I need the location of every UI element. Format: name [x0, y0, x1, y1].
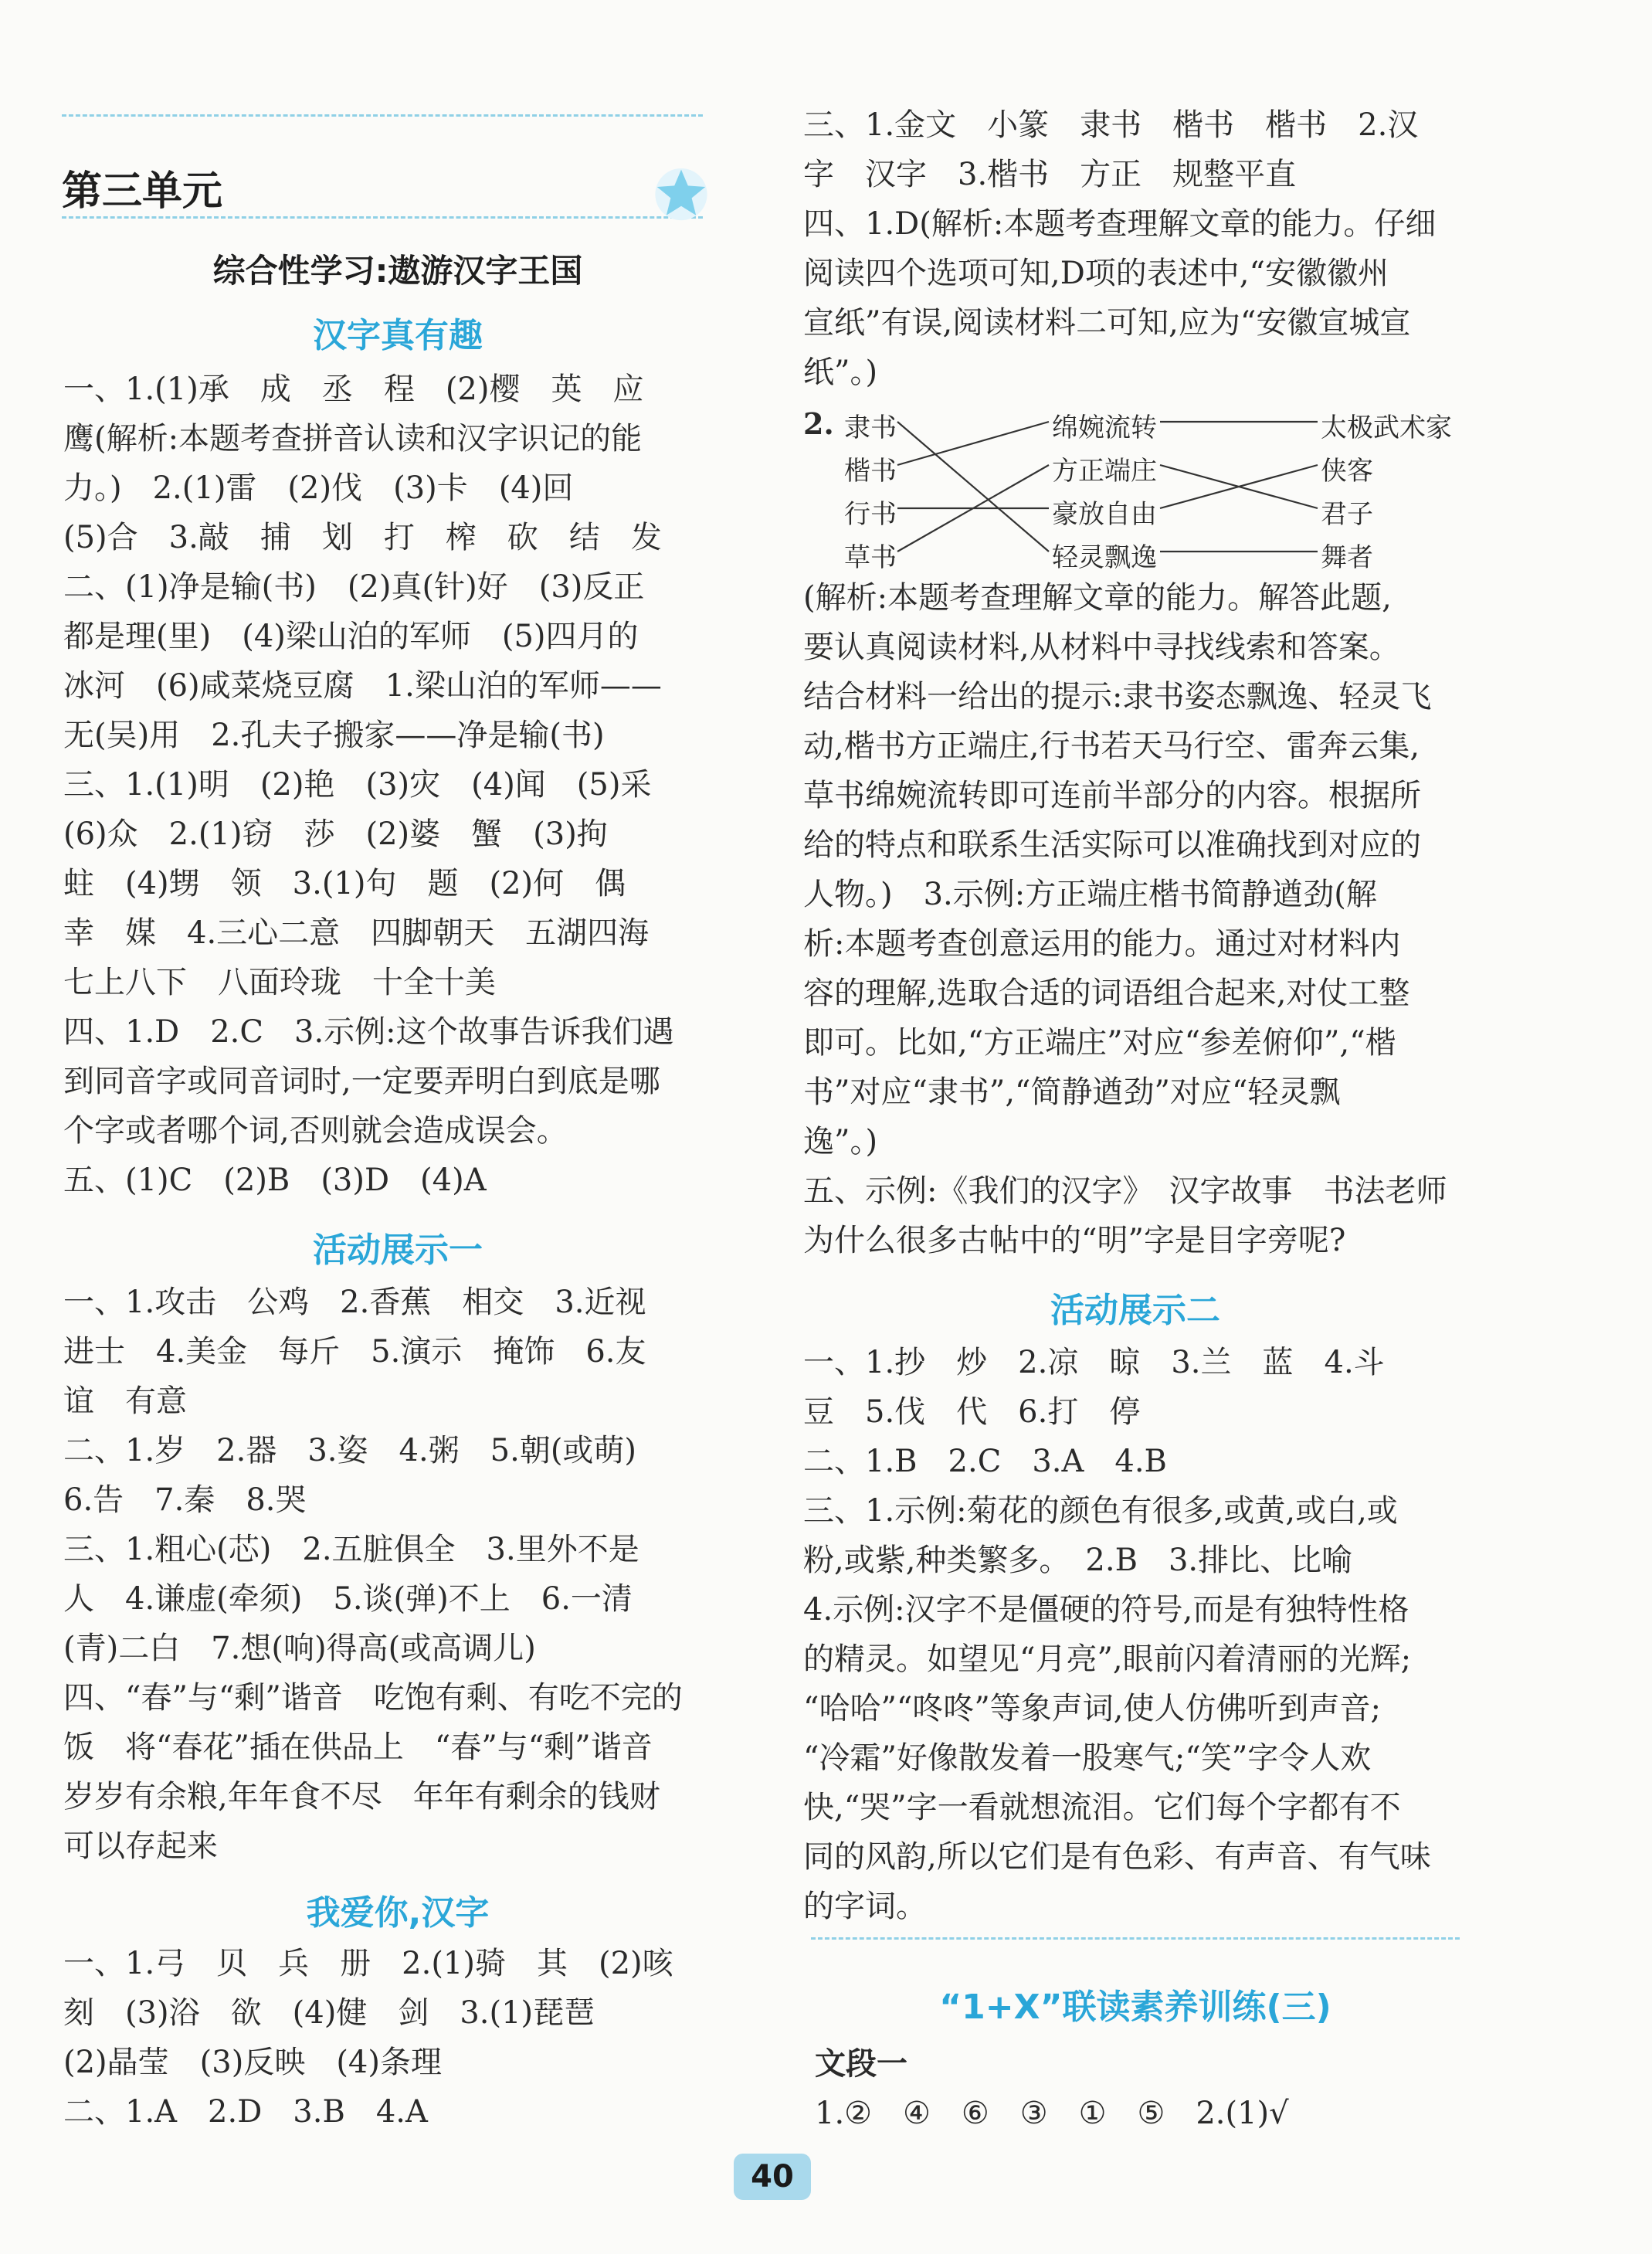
- line: 豆 5.伐 代 6.打 停: [803, 1394, 1141, 1430]
- line: 纸”。): [803, 355, 878, 390]
- answers-block-1: [63, 365, 674, 1205]
- answers-block-4: [803, 100, 1436, 397]
- line: 6.告 7.秦 8.哭: [63, 1482, 307, 1518]
- line: 的精灵。如望见“月亮”,眼前闪着清丽的光辉;: [803, 1641, 1412, 1677]
- line: 书”对应“隶书”,“简静遒劲”对应“轻灵飘: [803, 1074, 1341, 1110]
- match-mid-3: 豪放自由: [1052, 499, 1157, 530]
- line: 4.示例:汉字不是僵硬的符号,而是有独特性格: [803, 1592, 1409, 1628]
- match-mid-1: 绵婉流转: [1052, 412, 1157, 443]
- line: 阅读四个选项可知,D项的表述中,“安徽徽州: [803, 256, 1389, 291]
- line: 要认真阅读材料,从材料中寻找线索和答案。: [803, 630, 1400, 665]
- line: 二、1.A 2.D 3.B 4.A: [63, 2094, 428, 2130]
- line: 人 4.谦虚(牵须) 5.谈(弹)不上 6.一清: [63, 1581, 633, 1617]
- line: (青)二白 7.想(响)得高(或高调儿): [63, 1631, 536, 1666]
- top-divider: [62, 114, 703, 117]
- line: 七上八下 八面玲珑 十全十美: [63, 965, 496, 1000]
- lianxu-divider: [811, 1937, 1460, 1940]
- section-title-3: 我爱你,汉字: [306, 1893, 490, 1933]
- line: 三、1.示例:菊花的颜色有很多,或黄,或白,或: [803, 1493, 1398, 1529]
- line: 文段一: [815, 2046, 907, 2082]
- match-mid-2: 方正端庄: [1052, 456, 1157, 487]
- line: 刻 (3)浴 欲 (4)健 剑 3.(1)琵琶: [63, 1995, 595, 2031]
- line: 四、1.D(解析:本题考查理解文章的能力。仔细: [803, 206, 1437, 242]
- line: 1.② ④ ⑥ ③ ① ⑤ 2.(1)√: [815, 2096, 1289, 2131]
- match-left-2: 楷书: [844, 456, 897, 487]
- line: 饭 将“春花”插在供品上 “春”与“剩”谐音: [63, 1730, 653, 1765]
- line: 谊 有意: [63, 1383, 187, 1419]
- line: 为什么很多古帖中的“明”字是目字旁呢?: [803, 1223, 1346, 1258]
- line: 岁岁有余粮,年年食不尽 年年有剩余的钱财: [63, 1779, 660, 1814]
- line: 到同音字或同音词时,一定要弄明白到底是哪: [63, 1064, 660, 1099]
- line: 个字或者哪个词,否则就会造成误会。: [63, 1113, 568, 1149]
- line: 四、“春”与“剩”谐音 吃饱有剩、有吃不完的: [63, 1680, 683, 1716]
- unit-title: 第三单元: [62, 168, 223, 215]
- line: 五、(1)C (2)B (3)D (4)A: [63, 1163, 487, 1198]
- line: 蛀 (4)甥 领 3.(1)句 题 (2)何 偶: [63, 866, 626, 901]
- match-mid-4: 轻灵飘逸: [1052, 542, 1157, 573]
- line: 动,楷书方正端庄,行书若天马行空、雷奔云集,: [803, 728, 1420, 764]
- line: 幸 媒 4.三心二意 四脚朝天 五湖四海: [63, 915, 650, 951]
- answers-block-7: [815, 2039, 1289, 2138]
- line: 析:本题考查创意运用的能力。通过对材料内: [803, 926, 1401, 962]
- subtitle: 综合性学习:遨游汉字王国: [212, 252, 583, 290]
- line: 力。) 2.(1)雷 (2)伐 (3)卡 (4)回: [63, 470, 574, 506]
- line: 鹰(解析:本题考查拼音认读和汉字识记的能: [63, 421, 643, 457]
- match-right-4: 舞者: [1321, 542, 1373, 573]
- line: 二、(1)净是输(书) (2)真(针)好 (3)反正: [63, 569, 645, 605]
- line: 快,“哭”字一看就想流泪。它们每个字都有不: [803, 1790, 1401, 1825]
- match-right-1: 太极武术家: [1321, 412, 1452, 443]
- line: 一、1.(1)承 成 丞 程 (2)樱 英 应: [63, 372, 644, 407]
- line: 四、1.D 2.C 3.示例:这个故事告诉我们遇: [63, 1014, 674, 1050]
- line: 宣纸”有误,阅读材料二可知,应为“安徽宣城宣: [803, 305, 1411, 341]
- line: “冷霜”好像散发着一股寒气;“笑”字令人欢: [803, 1740, 1372, 1776]
- match-left-3: 行书: [844, 499, 897, 530]
- line: 给的特点和联系生活实际可以准确找到对应的: [803, 827, 1421, 863]
- line: 结合材料一给出的提示:隶书姿态飘逸、轻灵飞: [803, 679, 1432, 715]
- line: “哈哈”“咚咚”等象声词,使人仿佛听到声音;: [803, 1691, 1381, 1726]
- line: 冰河 (6)咸菜烧豆腐 1.梁山泊的军师——: [63, 668, 662, 704]
- line: 一、1.攻击 公鸡 2.香蕉 相交 3.近视: [63, 1285, 646, 1320]
- answers-block-6: [803, 1338, 1431, 1931]
- match-number: 2.: [803, 406, 834, 441]
- match-lines: [772, 386, 1483, 587]
- title-divider: [62, 216, 703, 219]
- line: 同的风韵,所以它们是有色彩、有声音、有气味: [803, 1839, 1431, 1875]
- line: 三、1.金文 小篆 隶书 楷书 楷书 2.汉: [803, 107, 1419, 143]
- line: 一、1.弓 贝 兵 册 2.(1)骑 其 (2)咳: [63, 1946, 673, 1981]
- page-number: 40: [734, 2154, 811, 2200]
- line: (2)晶莹 (3)反映 (4)条理: [63, 2045, 442, 2080]
- answers-block-5: [803, 573, 1447, 1265]
- line: 粉,或紫,种类繁多。 2.B 3.排比、比喻: [803, 1543, 1353, 1578]
- match-right-3: 君子: [1321, 499, 1373, 530]
- line: (6)众 2.(1)窃 莎 (2)婆 蟹 (3)拘: [63, 816, 608, 852]
- line: 一、1.抄 炒 2.凉 晾 3.兰 蓝 4.斗: [803, 1345, 1385, 1380]
- match-right-2: 侠客: [1321, 456, 1373, 487]
- section-title-5: “1+X”联读素养训练(三): [939, 1988, 1331, 2027]
- line: 三、1.(1)明 (2)艳 (3)灾 (4)闻 (5)采: [63, 767, 652, 803]
- line: 二、1.岁 2.器 3.姿 4.粥 5.朝(或萌): [63, 1433, 637, 1468]
- match-left-1: 隶书: [844, 412, 897, 443]
- section-title-2: 活动展示一: [313, 1231, 483, 1270]
- section-title-1: 汉字真有趣: [313, 316, 483, 355]
- line: 人物。) 3.示例:方正端庄楷书简静遒劲(解: [803, 877, 1377, 912]
- section-title-4: 活动展示二: [1050, 1291, 1220, 1330]
- answers-block-3: [63, 1939, 673, 2137]
- line: 无(吴)用 2.孔夫子搬家——净是输(书): [63, 718, 605, 753]
- line: 字 汉字 3.楷书 方正 规整平直: [803, 157, 1297, 192]
- line: 二、1.B 2.C 3.A 4.B: [803, 1444, 1167, 1479]
- line: 三、1.粗心(芯) 2.五脏俱全 3.里外不是: [63, 1532, 639, 1567]
- line: 草书绵婉流转即可连前半部分的内容。根据所: [803, 778, 1421, 813]
- line: 逸”。): [803, 1124, 878, 1159]
- line: 进士 4.美金 每斤 5.演示 掩饰 6.友: [63, 1334, 646, 1370]
- answers-block-2: [63, 1278, 683, 1871]
- line: 即可。比如,“方正端庄”对应“参差俯仰”,“楷: [803, 1025, 1396, 1061]
- star-icon: [650, 162, 712, 224]
- line: (解析:本题考查理解文章的能力。解答此题,: [803, 580, 1392, 616]
- match-left-4: 草书: [844, 542, 897, 573]
- line: 的字词。: [803, 1889, 927, 1924]
- line: 容的理解,选取合适的词语组合起来,对仗工整: [803, 976, 1410, 1011]
- line: 五、示例:《我们的汉字》 汉字故事 书法老师: [803, 1173, 1447, 1209]
- line: (5)合 3.敲 捕 划 打 榨 砍 结 发: [63, 520, 662, 555]
- line: 都是理(里) (4)梁山泊的军师 (5)四月的: [63, 619, 639, 654]
- line: 可以存起来: [63, 1828, 218, 1864]
